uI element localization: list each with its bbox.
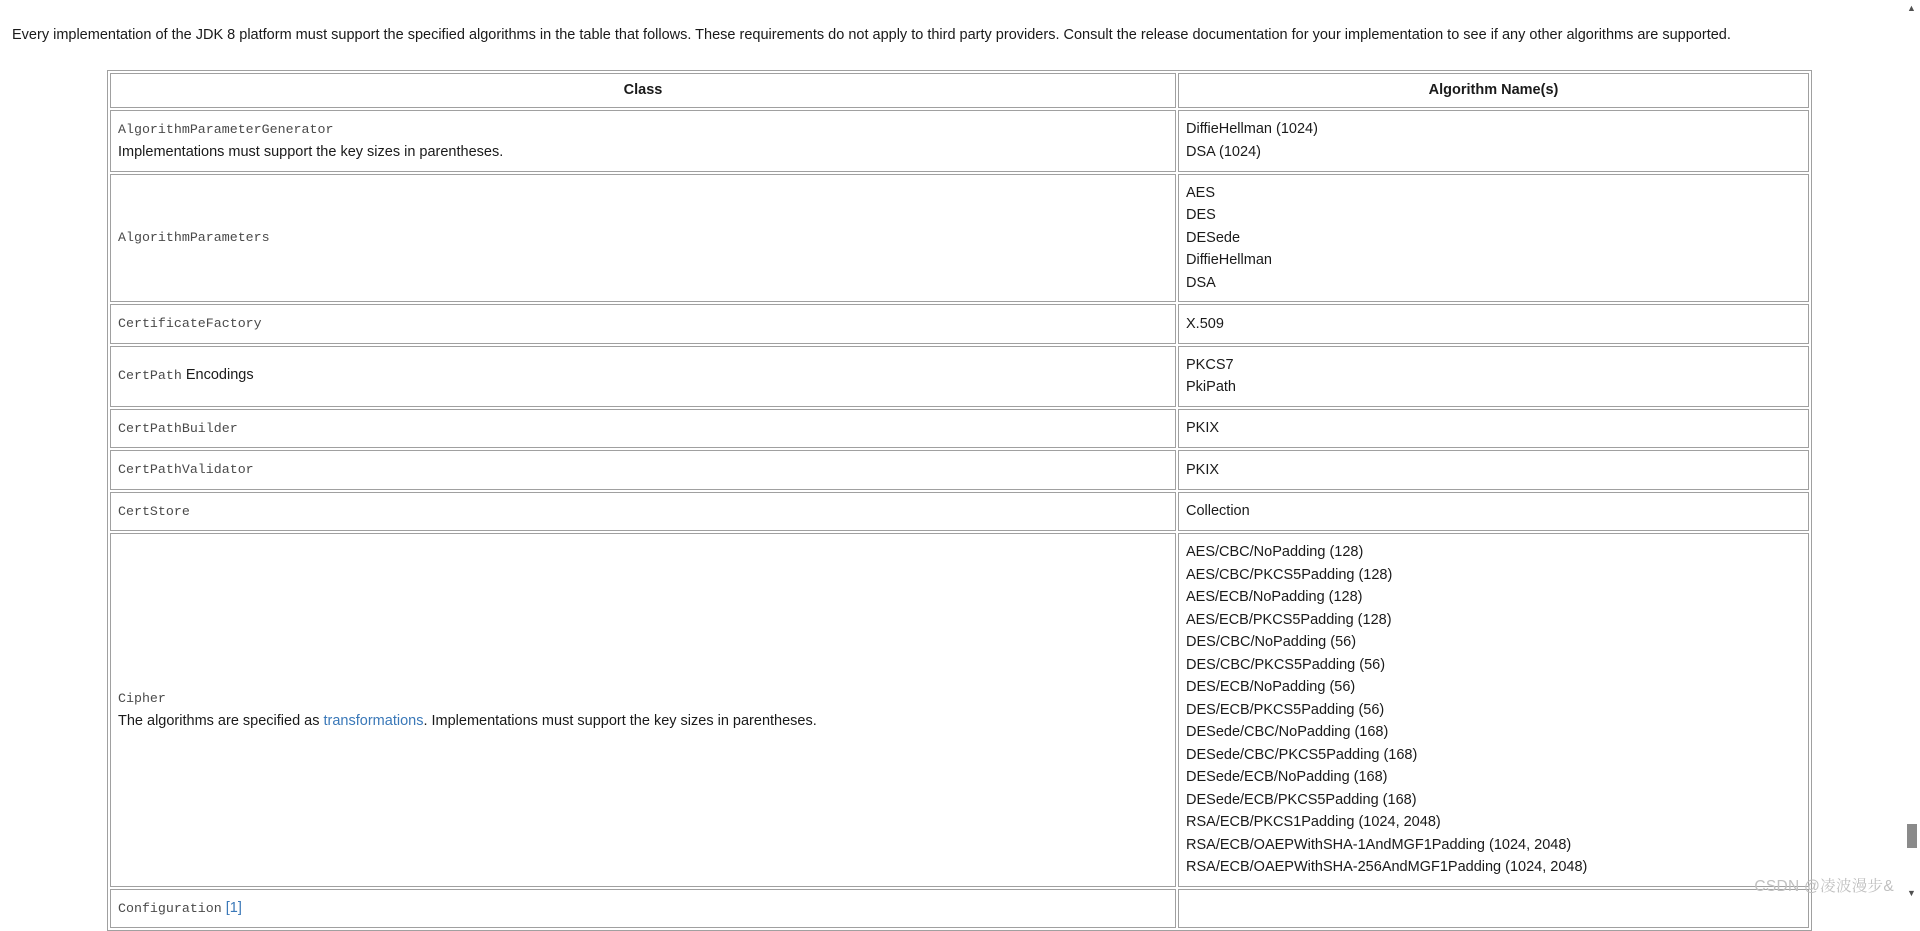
algorithm-name: AES/ECB/NoPadding (128) bbox=[1186, 589, 1363, 605]
algorithm-name: AES bbox=[1186, 184, 1216, 201]
algorithm-name: DES/CBC/NoPadding (56) bbox=[1186, 634, 1357, 650]
class-name: CertPathValidator bbox=[118, 462, 254, 477]
class-cell bbox=[110, 346, 1176, 407]
algorithm-name: DiffieHellman bbox=[1186, 252, 1272, 268]
algorithm-name: AES/ECB/PKCS5Padding (128) bbox=[1186, 611, 1392, 628]
algorithms-cell bbox=[1178, 889, 1809, 929]
algorithms-cell bbox=[1178, 346, 1809, 407]
class-cell bbox=[110, 174, 1176, 303]
table-header-row bbox=[110, 73, 1809, 108]
class-cell bbox=[110, 889, 1176, 929]
footnote-link[interactable]: [1] bbox=[225, 899, 242, 916]
class-cell bbox=[110, 450, 1176, 490]
algorithm-name: PKIX bbox=[1186, 461, 1220, 478]
algorithms-table-container bbox=[107, 70, 1792, 931]
algorithm-name: PKIX bbox=[1186, 420, 1220, 436]
class-cell bbox=[110, 409, 1176, 449]
transformations-link[interactable]: transformations bbox=[323, 713, 424, 730]
class-name: AlgorithmParameters bbox=[118, 230, 270, 245]
algorithm-name: PKCS7 bbox=[1186, 356, 1234, 373]
class-name: Configuration bbox=[118, 900, 222, 916]
table-row bbox=[110, 409, 1809, 449]
algorithm-name: X.509 bbox=[1186, 315, 1224, 332]
algorithms-cell bbox=[1178, 492, 1809, 532]
intro-paragraph: Every implementation of the JDK 8 platform must support the specified algorithms in the table that follows. These requirements do not apply to third party providers. Consult the release documentation for your implementation to see if any other algorithms are supported. bbox=[12, 27, 1731, 43]
algorithm-name: DES/CBC/PKCS5Padding (56) bbox=[1186, 656, 1386, 673]
algorithm-name: DESede bbox=[1186, 229, 1241, 246]
table-row bbox=[110, 450, 1809, 490]
algorithms-cell bbox=[1178, 174, 1809, 303]
class-name: AlgorithmParameterGenerator bbox=[118, 121, 334, 137]
class-note: Implementations must support the key sizes in parentheses. bbox=[118, 144, 504, 160]
algorithm-name: DESede/ECB/PKCS5Padding (168) bbox=[1186, 791, 1417, 808]
algorithm-name: DESede/CBC/NoPadding (168) bbox=[1186, 724, 1389, 740]
algorithm-name: Collection bbox=[1186, 503, 1250, 519]
header-algorithm-names: Algorithm Name(s) bbox=[1178, 73, 1809, 108]
class-name: CertificateFactory bbox=[118, 316, 262, 331]
algorithms-cell bbox=[1178, 533, 1809, 887]
table-row bbox=[110, 889, 1809, 929]
algorithms-cell bbox=[1178, 409, 1809, 449]
table-row bbox=[110, 174, 1809, 303]
class-cell bbox=[110, 110, 1176, 172]
algorithm-name: DSA bbox=[1186, 274, 1216, 291]
class-note-prefix: The algorithms are specified as bbox=[118, 713, 324, 730]
scroll-up-icon[interactable]: ▲ bbox=[1907, 3, 1916, 13]
scroll-down-icon[interactable]: ▼ bbox=[1907, 888, 1916, 898]
class-note-suffix: . Implementations must support the key sizes in parentheses. bbox=[423, 713, 817, 730]
algorithms-cell bbox=[1178, 110, 1809, 172]
algorithm-name: RSA/ECB/OAEPWithSHA-256AndMGF1Padding (1024, 2048) bbox=[1186, 859, 1588, 875]
algorithms-table bbox=[107, 70, 1812, 931]
class-name: CertPath bbox=[118, 368, 182, 384]
class-suffix: Encodings bbox=[181, 367, 254, 384]
table-row bbox=[110, 492, 1809, 532]
class-cell bbox=[110, 533, 1176, 887]
algorithm-name: DESede/CBC/PKCS5Padding (168) bbox=[1186, 746, 1418, 763]
class-cell bbox=[110, 492, 1176, 532]
table-row bbox=[110, 110, 1809, 172]
class-name: Cipher bbox=[118, 690, 166, 706]
algorithm-name: DSA (1024) bbox=[1186, 143, 1261, 160]
watermark: CSDN @凌波漫步& bbox=[1754, 878, 1894, 895]
class-name: CertPathBuilder bbox=[118, 420, 238, 436]
algorithms-cell bbox=[1178, 304, 1809, 344]
scrollbar-thumb[interactable] bbox=[1907, 824, 1917, 848]
algorithm-name: PkiPath bbox=[1186, 379, 1236, 395]
algorithm-name: RSA/ECB/OAEPWithSHA-1AndMGF1Padding (1024, 2048) bbox=[1186, 836, 1572, 853]
algorithm-name: DES bbox=[1186, 207, 1216, 223]
table-row bbox=[110, 533, 1809, 887]
algorithm-name: DES/ECB/NoPadding (56) bbox=[1186, 679, 1356, 695]
algorithm-name: DiffieHellman (1024) bbox=[1186, 121, 1318, 137]
table-row bbox=[110, 346, 1809, 407]
algorithm-name: DESede/ECB/NoPadding (168) bbox=[1186, 769, 1388, 785]
class-cell bbox=[110, 304, 1176, 344]
algorithm-name: AES/CBC/NoPadding (128) bbox=[1186, 544, 1364, 560]
vertical-scrollbar[interactable] bbox=[1903, 0, 1920, 902]
algorithms-cell bbox=[1178, 450, 1809, 490]
table-row bbox=[110, 304, 1809, 344]
algorithm-name: DES/ECB/PKCS5Padding (56) bbox=[1186, 701, 1385, 718]
algorithm-name: AES/CBC/PKCS5Padding (128) bbox=[1186, 566, 1393, 583]
header-class: Class bbox=[110, 73, 1176, 108]
class-name: CertStore bbox=[118, 503, 190, 519]
algorithm-name: RSA/ECB/PKCS1Padding (1024, 2048) bbox=[1186, 814, 1441, 830]
